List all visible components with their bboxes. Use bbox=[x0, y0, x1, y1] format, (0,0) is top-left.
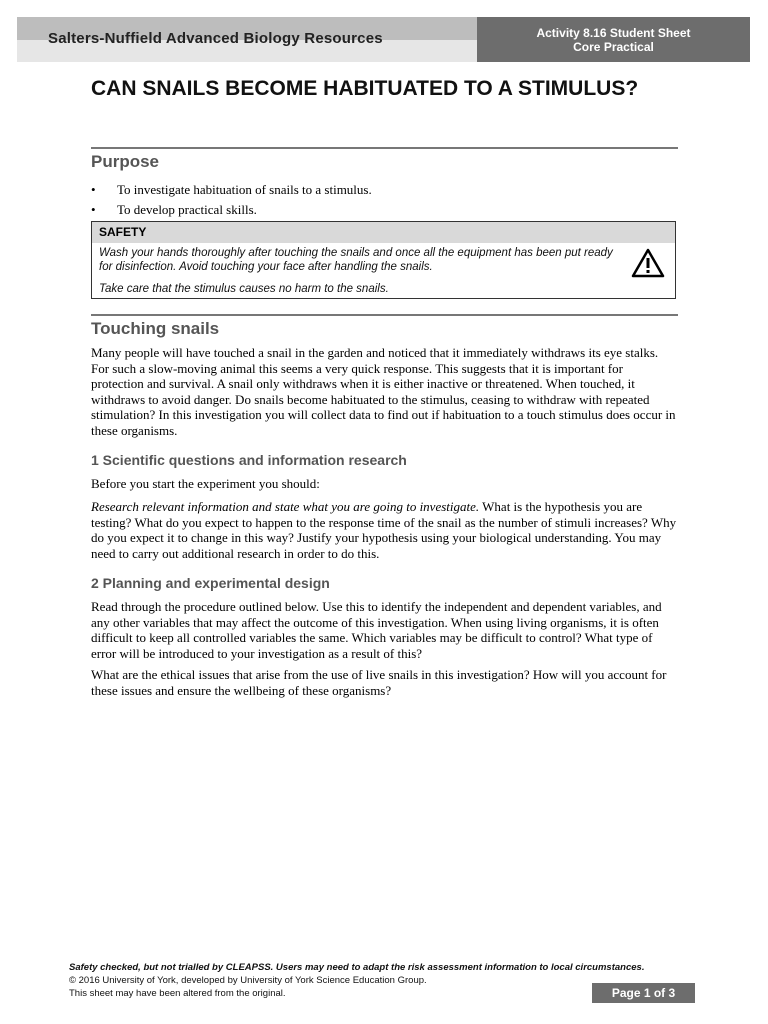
section2-heading: 2 Planning and experimental design bbox=[91, 575, 330, 591]
footer-safety-note: Safety checked, but not trialled by CLEAPSS. Users may need to adapt the risk assessment information to local circumstances. bbox=[69, 962, 645, 973]
footer-altered-note: This sheet may have been altered from the original. bbox=[69, 988, 286, 999]
safety-box bbox=[91, 221, 676, 299]
purpose-item: • To develop practical skills. bbox=[91, 200, 372, 220]
page-title: CAN SNAILS BECOME HABITUATED TO A STIMULUS? bbox=[91, 77, 639, 100]
section2-ethics-paragraph: What are the ethical issues that arise from the use of live snails in this investigation? How will you account for these issues and ensure the wellbeing of these organisms? bbox=[91, 667, 667, 698]
footer-copyright: © 2016 University of York, developed by University of York Science Education Group. bbox=[69, 975, 427, 986]
section1-rest: What is the hypothesis you are testing? What do you expect to happen to the response time of the snail as the number of stimuli increases? Why do you expect it to change in this way? Justify your hypothesis using your biological understanding. You may need to carry out additional research in order to do this. bbox=[91, 499, 677, 561]
purpose-item: • To investigate habituation of snails to a stimulus. bbox=[91, 180, 372, 200]
warning-triangle-icon bbox=[631, 248, 665, 278]
header-title: Salters-Nuffield Advanced Biology Resources bbox=[48, 30, 383, 47]
purpose-heading: Purpose bbox=[91, 152, 160, 171]
purpose-list bbox=[91, 180, 372, 220]
safety-heading: SAFETY bbox=[92, 222, 675, 243]
touching-heading: Touching snails bbox=[91, 319, 220, 338]
divider bbox=[91, 147, 678, 149]
divider bbox=[91, 314, 678, 316]
activity-type: Core Practical bbox=[573, 40, 654, 54]
touching-paragraph: Many people will have touched a snail in the garden and noticed that it immediately withdraws its eye stalks. For such a slow-moving animal this seems a very quick response. This suggests that it is important for protection and survival. A snail only withdraws when it is either inactive or threatened. When touched, it withdraws to avoid danger. Do snails become habituated to the stimulus, ceasing to withdraw with repeated stimulation? In this investigation you will collect data to find out if habituation to a touch stimulus does occur in these organisms. bbox=[91, 345, 676, 438]
safety-text: Take care that the stimulus causes no harm to the snails. bbox=[99, 283, 389, 295]
safety-text: Wash your hands thoroughly after touching the snails and once all the equipment has been put ready for disinfection. Avoid touching your face after handling the snails. bbox=[99, 247, 613, 273]
activity-label-box bbox=[477, 17, 750, 62]
section1-paragraph bbox=[91, 499, 677, 561]
section1-intro: Before you start the experiment you should: bbox=[91, 476, 320, 491]
activity-label: Activity 8.16 Student Sheet bbox=[536, 26, 691, 40]
section1-heading: 1 Scientific questions and information research bbox=[91, 452, 407, 468]
section2-paragraph: Read through the procedure outlined below. Use this to identify the independent and dependent variables, and any other variables that may affect the outcome of this investigation. When using living organisms, it is often difficult to keep all controlled variables the same. Which variables may be difficult to control? What type of error will be introduced to your investigation as a result of this? bbox=[91, 599, 662, 661]
page-number: Page 1 of 3 bbox=[592, 983, 695, 1003]
section1-italic: Research relevant information and state what you are going to investigate. bbox=[91, 499, 480, 514]
